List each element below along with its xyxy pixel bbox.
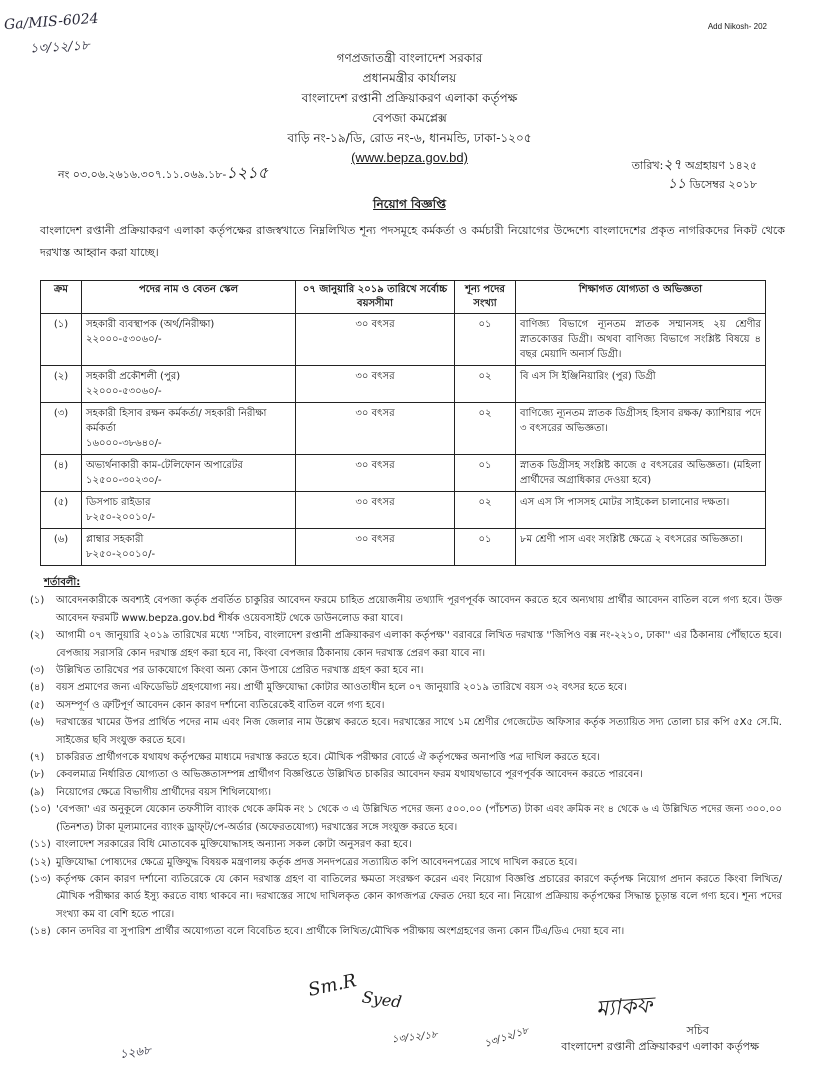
conditions-section	[30, 574, 782, 941]
condition-text: নিয়োগের ক্ষেত্রে বিভাগীয় প্রার্থীদের বয়স শিথিলযোগ্য।	[56, 786, 272, 798]
condition-number: (১৩)	[30, 873, 51, 885]
row-vacancy: ০২	[455, 403, 516, 455]
condition-text: 'বেপজা' এর অনুকূলে যেকোন তফসীলি ব্যাংক থেকে ক্রমিক নং ১ থেকে ৩ এ উল্লিখিত পদের জন্য ৫০০.০০ (পাঁচশত) টাকা এবং ক্রমিক নং ৪ থেকে ৬ এ উল্লিখিত পদের জন্য ৩০০.০০ (তিনশত) টাকা মূল্যমানের ব্যাংক ড্রাফ্‌ট/পে-অর্ডার (অফেরতযোগ্য) দরখাস্তের সঙ্গে সংযুক্ত করতে হবে।	[56, 804, 782, 833]
condition-number: (৫)	[30, 699, 45, 711]
condition-number: (১০)	[30, 804, 51, 816]
condition-text: বাংলাদেশ সরকারের বিধি মোতাবেক মুক্তিযোদ্ধাসহ অন্যান্য সকল কোটা অনুসরণ করা হবে।	[56, 839, 412, 851]
row-education: বাণিজ্য বিভাগে ন্যূনতম স্নাতক সম্মানসহ ২য় শ্রেণীর স্নাতকোত্তর ডিগ্রী। অথবা বাণিজ্য বিভাগে সংশ্লিষ্ট বিষয়ে ৪ বছর মেয়াদি অনার্স ডিগ্রী।	[516, 314, 766, 366]
table-row	[41, 455, 766, 492]
post-name: প্লাম্বার সহকারী	[86, 534, 144, 545]
row-education: বি এস সি ইঞ্জিনিয়ারিং (পুর) ডিগ্রী	[516, 366, 766, 403]
condition-text: অসম্পূর্ণ ও ত্রুটিপূর্ণ আবেদন কোন কারণ দর্শানো ব্যতিরেকেই বাতিল বলে গণ্য হবে।	[56, 699, 385, 711]
row-post	[82, 366, 296, 403]
col-sl: ক্রম	[41, 281, 82, 314]
list-item	[30, 836, 782, 853]
pay-scale: ২২০০০-৫৩০৬০/-	[86, 386, 162, 397]
row-post	[82, 403, 296, 455]
handwritten-diary-number: Ga/MIS-6024	[3, 10, 100, 34]
post-name: সহকারী প্রকৌশলী (পুর)	[86, 371, 181, 382]
condition-number: (১১)	[30, 839, 51, 851]
condition-number: (৩)	[30, 665, 45, 677]
handwritten-diary-date: ১৩/১২/১৮	[29, 38, 90, 57]
row-sl: (২)	[41, 366, 82, 403]
post-name: সহকারী হিসাব রক্ষন কর্মকর্তা/ সহকারী নিরীক্ষা কর্মকর্তা	[86, 408, 267, 434]
signature-2: Syed	[360, 987, 403, 1012]
memo-reference	[58, 160, 268, 187]
col-vacancy: শূন্য পদের সংখ্যা	[455, 281, 516, 314]
date-label: তারিখ:	[631, 159, 664, 172]
row-education: এস এস সি পাসসহ মোটর সাইকেল চালানোর দক্ষতা।	[516, 492, 766, 529]
row-age: ৩০ বৎসর	[296, 366, 455, 403]
pay-scale: ১৬০০০-৩৮৬৪০/-	[86, 438, 162, 449]
signature-1: Sm.R	[306, 970, 359, 1001]
row-education: বাণিজ্যে ন্যূনতম স্নাতক ডিগ্রীসহ হিসাব রক্ষক/ ক্যাশিয়ার পদে ৩ বৎসরের অভিজ্ঞতা।	[516, 403, 766, 455]
table-row	[41, 492, 766, 529]
handwritten-bottom-note: ১২৬৮	[118, 1042, 152, 1062]
table-row	[41, 529, 766, 566]
condition-number: (৭)	[30, 752, 45, 764]
row-age: ৩০ বৎসর	[296, 492, 455, 529]
row-sl: (১)	[41, 314, 82, 366]
vacancy-table	[40, 280, 766, 566]
table-row	[41, 314, 766, 366]
row-education: ৮ম শ্রেণী পাস এবং সংশ্লিষ্ট ক্ষেত্রে ২ বৎসরের অভিজ্ঞতা।	[516, 529, 766, 566]
signatory-organization: বাংলাদেশ রপ্তানী প্রক্রিয়াকরণ এলাকা কর্তৃপক্ষ	[561, 1040, 759, 1053]
row-age: ৩০ বৎসর	[296, 529, 455, 566]
list-item	[30, 662, 782, 679]
condition-number: (২)	[30, 630, 45, 642]
row-post	[82, 455, 296, 492]
row-vacancy: ০১	[455, 529, 516, 566]
row-vacancy: ০১	[455, 455, 516, 492]
row-sl: (৫)	[41, 492, 82, 529]
row-education: স্নাতক ডিগ্রীসহ সংশ্লিষ্ট কাজে ৫ বৎসরের অভিজ্ঞতা। (মহিলা প্রার্থীদের অগ্রাধিকার দেওয়া হবে)	[516, 455, 766, 492]
conditions-heading: শর্তাবলী:	[44, 577, 81, 588]
pay-scale: ২২০০০-৫৩০৬০/-	[86, 334, 162, 345]
pay-scale: ৮২৫০-২০০১০/-	[86, 512, 156, 523]
list-item	[30, 749, 782, 766]
row-post	[82, 529, 296, 566]
condition-text: উল্লিখিত তারিখের পর ডাকযোগে কিংবা অন্য কোন উপায়ে প্রেরিত দরখাস্ত গ্রহণ করা হবে না।	[56, 665, 424, 677]
condition-text: আগামী ০৭ জানুয়ারি ২০১৯ তারিখের মধ্যে ''সচিব, বাংলাদেশ রপ্তানী প্রক্রিয়াকরণ এলাকা কর্তৃপক্ষ'' বরাবরে লিখিত দরখাস্ত ''জিপিও বক্স নং-২২১০, ঢাকা'' এর ঠিকানায় পৌঁছাতে হবে। বেপজায় সরাসরি কোন দরখাস্ত গ্রহণ করা হবে না, কিংবা বেপজার ঠিকানায় কোন দরখাস্ত প্রেরণ করা যাবে না।	[56, 630, 782, 659]
list-item	[30, 784, 782, 801]
signature-secretary: ম্যাকফ	[595, 993, 654, 1022]
signatory-block	[561, 1023, 759, 1055]
condition-number: (৪)	[30, 682, 45, 694]
list-item	[30, 679, 782, 696]
list-item	[30, 697, 782, 714]
row-post	[82, 314, 296, 366]
col-age: ০৭ জানুয়ারি ২০১৯ তারিখে সর্বোচ্চ বয়সসীমা	[296, 281, 455, 314]
condition-text: কোন তদবির বা সুপারিশ প্রার্থীর অযোগ্যতা বলে বিবেচিত হবে। প্রার্থীকে লিখিত/মৌখিক পরীক্ষায় অংশগ্রহণের জন্য কোন টিএ/ডিএ দেয়া হবে না।	[56, 926, 625, 938]
condition-number: (৯)	[30, 786, 45, 798]
date-en-month: ডিসেম্বর ২০১৮	[689, 178, 757, 191]
post-name: অভ্যর্থনাকারী কাম-টেলিফোন অপারেটর	[86, 460, 243, 471]
row-age: ৩০ বৎসর	[296, 314, 455, 366]
list-item	[30, 627, 782, 662]
table-row	[41, 403, 766, 455]
col-education: শিক্ষাগত যোগ্যতা ও অভিজ্ঞতা	[516, 281, 766, 314]
website-link[interactable]: (www.bepza.gov.bd)	[351, 150, 468, 165]
authority-name: বাংলাদেশ রপ্তানী প্রক্রিয়াকরণ এলাকা কর্তৃপক্ষ	[301, 91, 518, 105]
list-item	[30, 592, 782, 627]
office-name: প্রধানমন্ত্রীর কার্যালয়	[362, 71, 457, 85]
condition-text: আবেদনকারীকে অবশ্যই বেপজা কর্তৃক প্রবর্তিত চাকুরির আবেদন ফরমে চাহিত প্রয়োজনীয় তথ্যাদি পূরণপূর্বক আবেদন করতে হবে অন্যথায় প্রার্থীর আবেদন বাতিল বলে গণ্য হবে। উক্ত আবেদন ফরমটি www.bepza.gov.bd শীর্ষক ওয়েবসাইট থেকে ডাউনলোড করা যাবে।	[56, 595, 782, 624]
row-vacancy: ০১	[455, 314, 516, 366]
row-sl: (৬)	[41, 529, 82, 566]
memo-prefix: নং ০৩.০৬.২৬১৬.৩০৭.১১.০৬৯.১৮-	[58, 168, 227, 181]
condition-number: (১২)	[30, 856, 51, 868]
row-vacancy: ০২	[455, 366, 516, 403]
condition-text: চাকরিরত প্রার্থীগণকে যথাযথ কর্তৃপক্ষের মাধ্যমে দরখাস্ত করতে হবে। মৌখিক পরীক্ষার বোর্ডে ঐ কর্তৃপক্ষের অনাপত্তি পত্র দাখিল করতে হবে।	[56, 752, 600, 764]
row-age: ৩০ বৎসর	[296, 455, 455, 492]
list-item	[30, 923, 782, 940]
signatory-designation: সচিব	[686, 1024, 709, 1037]
govt-name: গণপ্রজাতন্ত্রী বাংলাদেশ সরকার	[336, 51, 483, 65]
pay-scale: ৮২৫০-২০০১০/-	[86, 549, 156, 560]
condition-number: (১৪)	[30, 926, 51, 938]
list-item	[30, 801, 782, 836]
condition-number: (১)	[30, 595, 45, 607]
condition-number: (৬)	[30, 717, 45, 729]
list-item	[30, 854, 782, 871]
row-sl: (৩)	[41, 403, 82, 455]
memo-handwritten-number: ১২১৫	[226, 163, 268, 182]
notice-intro: বাংলাদেশ রপ্তানী প্রক্রিয়াকরণ এলাকা কর্তৃপক্ষের রাজস্বখাতে নিম্নলিখিত শূন্য পদসমূহে কর্মকর্তা ও কর্মচারী নিয়োগের উদ্দেশ্যে বাংলাদেশের প্রকৃত নাগরিকদের নিকট থেকে দরখাস্ত আহ্বান করা যাচ্ছে।	[40, 224, 785, 259]
condition-text: কেবলমাত্র নির্ধারিত যোগ্যতা ও অভিজ্ঞতাসম্পন্ন প্রার্থীগণ বিজ্ঞপ্তিতে উল্লিখিত চাকরির আবেদন ফরম যথাযথভাবে পূরণপূর্বক আবেদন করতে পারবেন।	[56, 769, 643, 781]
date-bn-month: অগ্রহায়ণ ১৪২৫	[685, 159, 757, 172]
list-item	[30, 871, 782, 923]
signature-3: ১৩/১২/১৮	[483, 1025, 530, 1050]
row-vacancy: ০২	[455, 492, 516, 529]
conditions-list	[30, 592, 782, 940]
pay-scale: ১২৫০০-৩০২৩০/-	[86, 475, 162, 486]
table-row	[41, 366, 766, 403]
row-age: ৩০ বৎসর	[296, 403, 455, 455]
condition-text: দরখাস্তের খামের উপর প্রার্থিত পদের নাম এবং নিজ জেলার নাম উল্লেখ করতে হবে। দরখাস্তের সাথে ১ম শ্রেণীর গেজেটেড অফিসার কর্তৃক সত্যায়িত সদ্য তোলা চার কপি ৫X৫ সে.মি. সাইজের ছবি সংযুক্ত করতে হবে।	[56, 717, 782, 746]
condition-text: কর্তৃপক্ষ কোন কারণ দর্শানো ব্যতিরেকে যে কোন দরখাস্ত গ্রহণ বা বাতিলের ক্ষমতা সংরক্ষণ করেন এবং নিয়োগ বিজ্ঞপ্তি প্রচারের কারণে কর্তৃপক্ষ নিয়োগ প্রদান করতে কিংবা লিখিত/মৌখিক পরীক্ষার কার্ড ইস্যু করতে বাধ্য থাকবে না। দরখাস্তের সাথে দাখিলকৃত কোন কাগজপত্র ফেরত দেয়া হবে না। নিয়োগ প্রক্রিয়ায় কর্তৃপক্ষের সিদ্ধান্ত চূড়ান্ত বলে গণ্য হবে। শূন্য পদের সংখ্যা কম বা বেশি হতে পারে।	[56, 873, 782, 920]
row-sl: (৪)	[41, 455, 82, 492]
complex-name: বেপজা কমপ্লেক্স	[372, 111, 447, 125]
col-post: পদের নাম ও বেতন স্কেল	[82, 281, 296, 314]
post-name: সহকারী ব্যবস্থাপক (অর্থ/নিরীক্ষা)	[86, 319, 215, 330]
add-note: Add Nikosh- 202	[707, 22, 767, 31]
list-item	[30, 766, 782, 783]
condition-number: (৮)	[30, 769, 45, 781]
address: বাড়ি নং-১৯/ডি, রোড নং-৬, ধানমন্ডি, ঢাকা-১২০৫	[287, 131, 532, 145]
date-bn-day: ২৭	[663, 157, 682, 173]
letterhead	[0, 48, 819, 168]
issue-date	[632, 156, 757, 194]
notice-title: নিয়োগ বিজ্ঞপ্তি	[373, 197, 446, 211]
row-post	[82, 492, 296, 529]
post-name: ডিসপাচ রাইডার	[86, 497, 151, 508]
date-en-day: ১১	[667, 176, 686, 192]
list-item	[30, 714, 782, 749]
condition-text: মুক্তিযোদ্ধা পোষ্যদের ক্ষেত্রে মুক্তিযুদ্ধ বিষয়ক মন্ত্রণালয় কর্তৃক প্রদত্ত সনদপত্রের সত্যায়িত কপি আবেদনপত্রের সাথে দাখিল করতে হবে।	[56, 856, 578, 868]
condition-text: বয়স প্রমাণের জন্য এফিডেভিট গ্রহণযোগ্য নয়। প্রার্থী মুক্তিযোদ্ধা কোটার আওতাধীন হলে ০৭ জানুয়ারি ২০১৯ তারিখে বয়স ৩২ বৎসর হতে হবে।	[56, 682, 627, 694]
table-header-row	[41, 281, 766, 314]
signature-2-date: ১৩/১২/১৮	[391, 1029, 439, 1046]
